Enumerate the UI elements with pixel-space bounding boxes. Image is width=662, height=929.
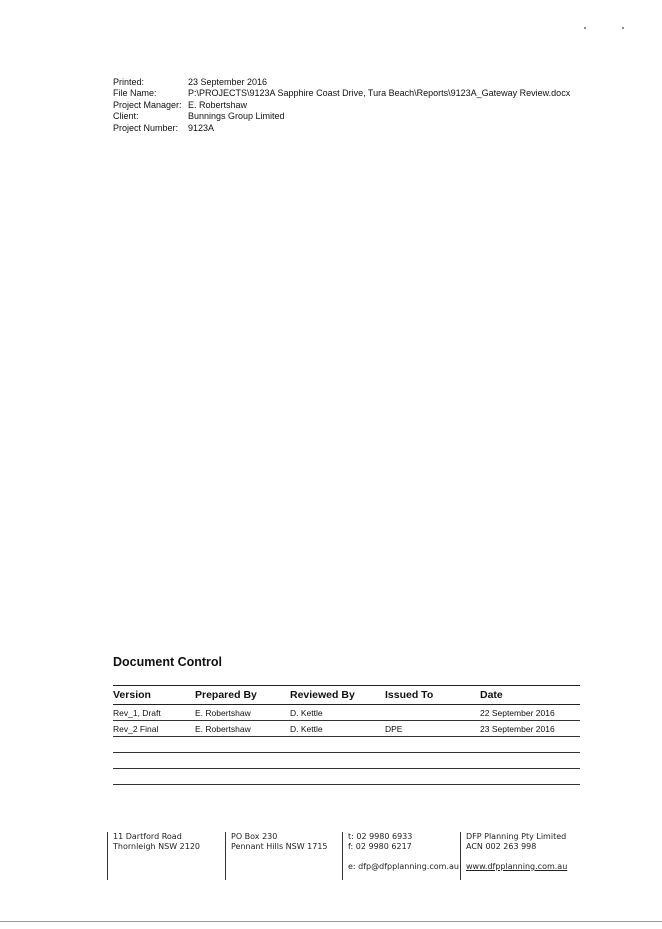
project-number-label: Project Number: xyxy=(113,122,179,133)
file-name-row xyxy=(113,88,570,99)
cell-prepared-by: E. Robertshaw xyxy=(195,723,251,734)
header-issued-to: Issued To xyxy=(385,689,434,701)
header-version: Version xyxy=(113,689,151,701)
scan-speck xyxy=(584,27,586,29)
client-row xyxy=(113,111,570,122)
footer-acn: ACN 002 263 998 xyxy=(466,842,537,851)
table-bottom-rule xyxy=(113,784,580,785)
printed-value: 23 September 2016 xyxy=(188,77,268,87)
cell-prepared-by: E. Robertshaw xyxy=(195,707,251,718)
footer-company-name: DFP Planning Pty Limited xyxy=(466,832,567,841)
blank-table-row xyxy=(113,769,580,784)
project-manager-row xyxy=(113,100,570,111)
project-number-row xyxy=(113,123,570,134)
printed-row xyxy=(113,77,570,88)
page-bottom-edge xyxy=(0,921,662,922)
footer-fax: f: 02 9980 6217 xyxy=(348,842,412,851)
blank-table-row xyxy=(113,753,580,768)
footer-company xyxy=(460,832,567,880)
footer-address-line: 11 Dartford Road xyxy=(113,832,182,841)
document-control-table xyxy=(113,685,580,785)
blank-table-row xyxy=(113,737,580,752)
footer-street-address xyxy=(107,832,200,880)
table-row xyxy=(113,705,580,720)
footer-email[interactable]: e: dfp@dfpplanning.com.au xyxy=(348,862,459,871)
cell-issued-to: DPE xyxy=(385,723,403,734)
footer-postal-address xyxy=(225,832,328,880)
footer-contact xyxy=(342,832,459,880)
cell-version: Rev_1, Draft xyxy=(113,707,161,718)
header-reviewed-by: Reviewed By xyxy=(290,689,355,701)
file-name-value: P:\PROJECTS\9123A Sapphire Coast Drive, Tura Beach\Reports\9123A_Gateway Review.docx xyxy=(188,88,571,99)
table-header-row xyxy=(113,686,580,704)
table-row xyxy=(113,721,580,736)
header-prepared-by: Prepared By xyxy=(195,689,257,701)
project-number-value: 9123A xyxy=(188,122,215,133)
cell-date: 22 September 2016 xyxy=(480,707,555,718)
footer-po-line: PO Box 230 xyxy=(231,832,278,841)
cell-version: Rev_2 Final xyxy=(113,723,159,734)
scan-speck xyxy=(622,27,624,29)
project-manager-label: Project Manager: xyxy=(113,99,182,110)
file-name-label: File Name: xyxy=(113,88,157,99)
project-manager-value: E. Robertshaw xyxy=(188,99,248,110)
cell-reviewed-by: D. Kettle xyxy=(290,707,323,718)
document-metadata xyxy=(113,77,570,134)
client-value: Bunnings Group Limited xyxy=(188,111,285,122)
header-date: Date xyxy=(480,689,503,701)
page-footer xyxy=(0,832,662,882)
footer-website-link[interactable]: www.dfpplanning.com.au xyxy=(466,862,568,871)
footer-address-line: Thornleigh NSW 2120 xyxy=(113,842,201,851)
client-label: Client: xyxy=(113,111,139,122)
document-control-title: Document Control xyxy=(113,655,223,669)
cell-reviewed-by: D. Kettle xyxy=(290,723,323,734)
footer-po-line: Pennant Hills NSW 1715 xyxy=(231,842,328,851)
footer-phone: t: 02 9980 6933 xyxy=(348,832,413,841)
printed-label: Printed: xyxy=(113,77,145,87)
cell-date: 23 September 2016 xyxy=(480,723,555,734)
